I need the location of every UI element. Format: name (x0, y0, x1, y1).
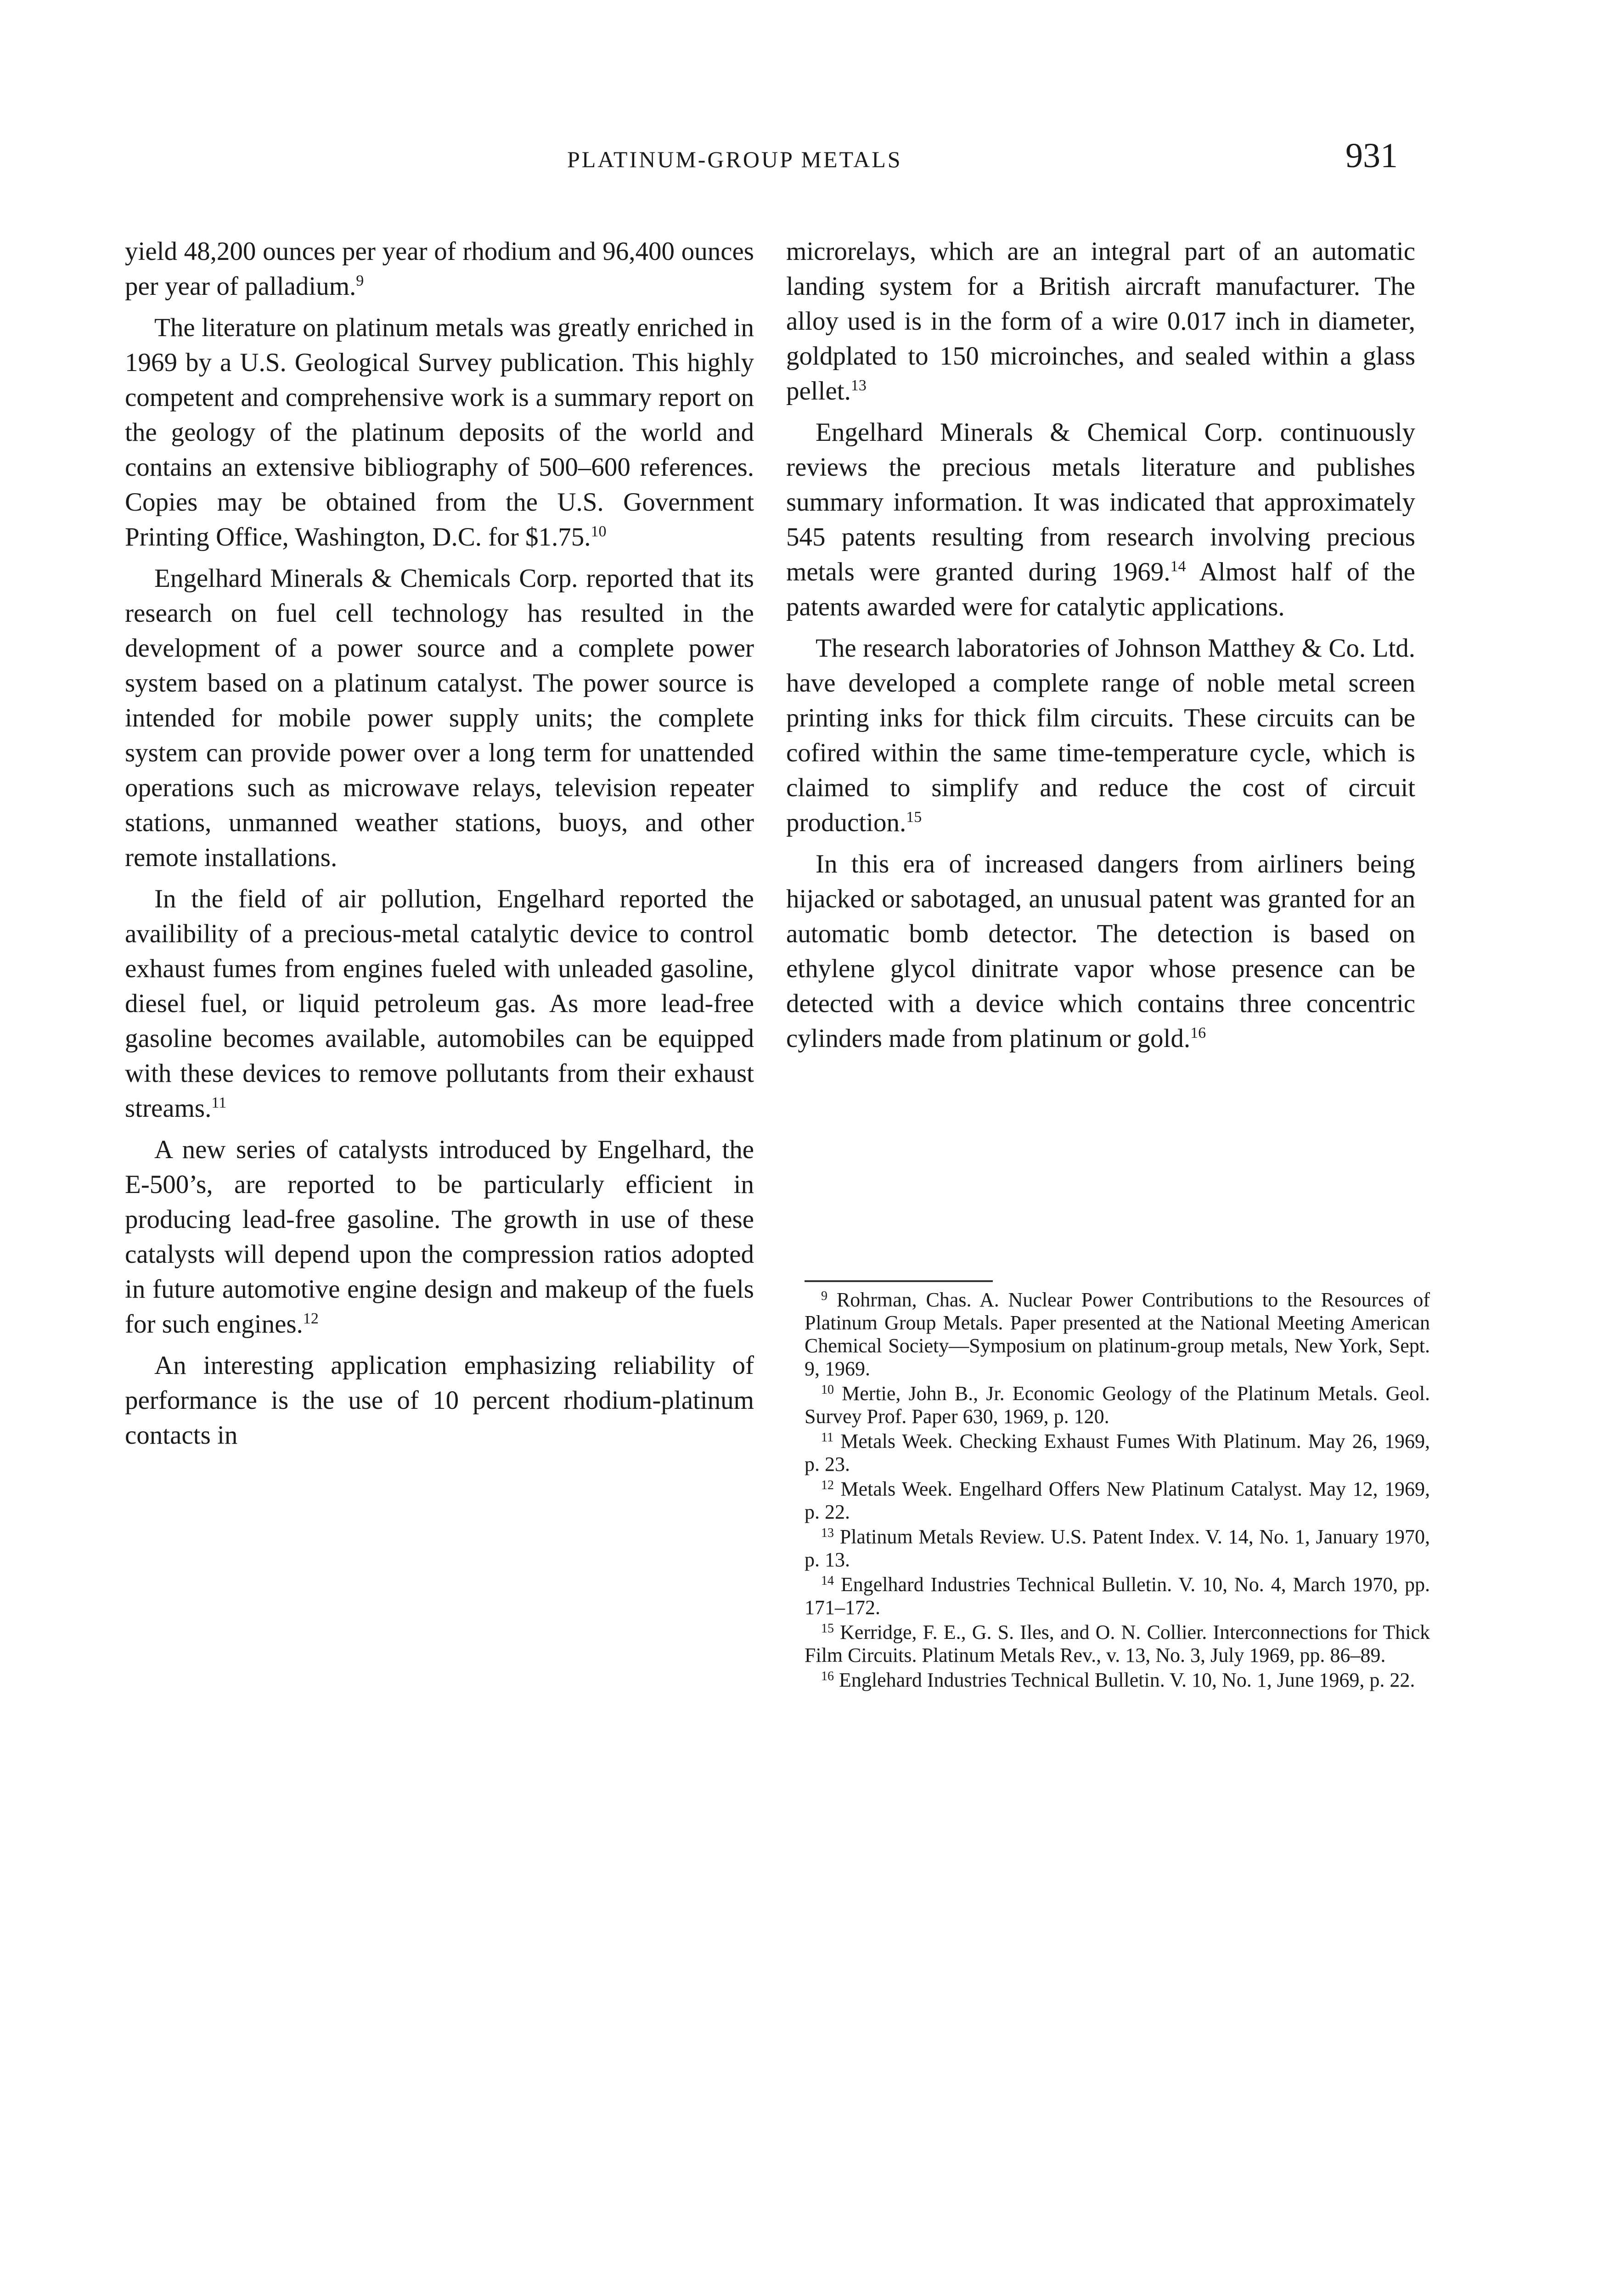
paragraph-text: In the field of air pollution, Engelhard reported the availibility of a precious-metal catalytic device to control exhaust fumes from engines fueled with unleaded gasoline, diesel fuel, or liquid petroleum gas. As more lead-free gasoline becomes available, automobiles can be equipped with these devices to remove pollutants from their exhaust streams. (125, 884, 754, 1123)
footnote-number: 10 (821, 1383, 834, 1397)
paragraph-text: The research laboratories of Johnson Matthey & Co. Ltd. have developed a complete range of noble metal screen printing inks for thick film circuits. These circuits can be cofired within the same time-temperature cycle, which is claimed to simplify and reduce the cost of circuit production. (786, 634, 1415, 837)
footnote (805, 1525, 1430, 1571)
footnote-number: 13 (821, 1526, 834, 1540)
footnote-ref: 15 (906, 809, 922, 826)
footnote-text: Mertie, John B., Jr. Economic Geology of the Platinum Metals. Geol. Survey Prof. Paper 630, 1969, p. 120. (805, 1382, 1430, 1428)
paragraph-text: A new series of catalysts introduced by Engelhard, the E-500’s, are reported to be particularly efficient in producing lead-free gasoline. The growth in use of these catalysts will depend upon the compression ratios adopted in future automotive engine design and makeup of the fuels for such engines. (125, 1135, 754, 1339)
paragraph-text: microrelays, which are an integral part of an automatic landing system for a British aircraft manufacturer. The alloy used is in the form of a wire 0.017 inch in diameter, goldplated to 150 microinches, and sealed within a glass pellet. (786, 237, 1415, 405)
footnote-text: Engelhard Industries Technical Bulletin. V. 10, No. 4, March 1970, pp. 171–172. (805, 1573, 1430, 1619)
paragraph (125, 310, 754, 555)
footnote (805, 1478, 1430, 1524)
paragraph (125, 561, 754, 875)
footnote-number: 11 (821, 1430, 833, 1445)
paragraph-text: Engelhard Minerals & Chemicals Corp. reported that its research on fuel cell technology has resulted in the development of a power source and a complete power system based on a platinum catalyst. The power source is intended for mobile power supply units; the complete system can provide power over a long term for unattended operations such as microwave relays, television repeater stations, unmanned weather stations, buoys, and other remote installations. (125, 564, 754, 872)
paragraph (125, 234, 754, 304)
paragraph (786, 847, 1415, 1056)
footnote-number: 16 (821, 1669, 834, 1683)
footnote-text: Rohrman, Chas. A. Nuclear Power Contributions to the Resources of Platinum Group Metals. Paper presented at the National Meeting American Chemical Society—Symposium on platinum-group metals, New York, Sept. 9, 1969. (805, 1289, 1430, 1380)
footnote-number: 15 (821, 1621, 834, 1636)
footnote-ref: 16 (1190, 1024, 1206, 1041)
paragraph-text: Engelhard Minerals & Chemical Corp. continuously reviews the precious metals literature and publishes summary information. It was indicated that approximately 545 patents resulting from research involving precious metals were granted during 1969. (786, 418, 1415, 586)
footnote-ref: 14 (1170, 558, 1186, 575)
footnote-ref: 11 (211, 1094, 227, 1111)
footnote-number: 14 (821, 1574, 834, 1588)
page-number: 931 (1345, 136, 1398, 175)
footnote (805, 1573, 1430, 1619)
paragraph-text: An interesting application emphasizing reliability of performance is the use of 10 percent rhodium-platinum contacts in (125, 1351, 754, 1450)
footnote-number: 9 (821, 1289, 827, 1303)
footnotes (805, 1289, 1430, 1694)
running-title: PLATINUM-GROUP METALS (567, 146, 902, 172)
footnote (805, 1430, 1430, 1476)
footnote-number: 12 (821, 1478, 834, 1492)
paragraph-text: Almost half of the patents awarded were for catalytic applications. (786, 557, 1415, 621)
footnote-text: Platinum Metals Review. U.S. Patent Index. V. 14, No. 1, January 1970, p. 13. (805, 1525, 1430, 1571)
paragraph (125, 1348, 754, 1453)
footnote-ref: 10 (591, 523, 607, 540)
footnote-ref: 13 (850, 377, 867, 394)
paragraph (786, 234, 1415, 409)
footnote (805, 1382, 1430, 1428)
paragraph (125, 1132, 754, 1342)
paragraph-text: The literature on platinum metals was greatly enriched in 1969 by a U.S. Geological Survey publication. This highly competent and comprehensive work is a summary report on the geology of the platinum deposits of the world and contains an extensive bibliography of 500–600 references. Copies may be obtained from the U.S. Government Printing Office, Washington, D.C. for $1.75. (125, 313, 754, 551)
paragraph-text: In this era of increased dangers from airliners being hijacked or sabotaged, an unusual patent was granted for an automatic bomb detector. The detection is based on ethylene glycol dinitrate vapor whose presence can be detected with a device which contains three concentric cylinders made from platinum or gold. (786, 850, 1415, 1053)
footnote-text: Metals Week. Checking Exhaust Fumes With Platinum. May 26, 1969, p. 23. (805, 1430, 1430, 1475)
paragraph (125, 882, 754, 1126)
footnote (805, 1621, 1430, 1667)
footnote-text: Metals Week. Engelhard Offers New Platinum Catalyst. May 12, 1969, p. 22. (805, 1478, 1430, 1523)
paragraph (786, 631, 1415, 840)
footnote (805, 1669, 1430, 1692)
footnote-divider (805, 1280, 993, 1282)
footnote-text: Englehard Industries Technical Bulletin. V. 10, No. 1, June 1969, p. 22. (839, 1669, 1415, 1691)
footnote-text: Kerridge, F. E., G. S. Iles, and O. N. Collier. Interconnections for Thick Film Circuits. Platinum Metals Rev., v. 13, No. 3, July 1969, pp. 86–89. (805, 1621, 1430, 1666)
footnote (805, 1289, 1430, 1380)
right-column (786, 234, 1415, 1063)
paragraph (786, 415, 1415, 625)
left-column (125, 234, 754, 1459)
footnote-ref: 12 (303, 1310, 319, 1327)
paragraph-text: yield 48,200 ounces per year of rhodium and 96,400 ounces per year of palladium. (125, 237, 754, 301)
footnote-ref: 9 (356, 272, 364, 289)
